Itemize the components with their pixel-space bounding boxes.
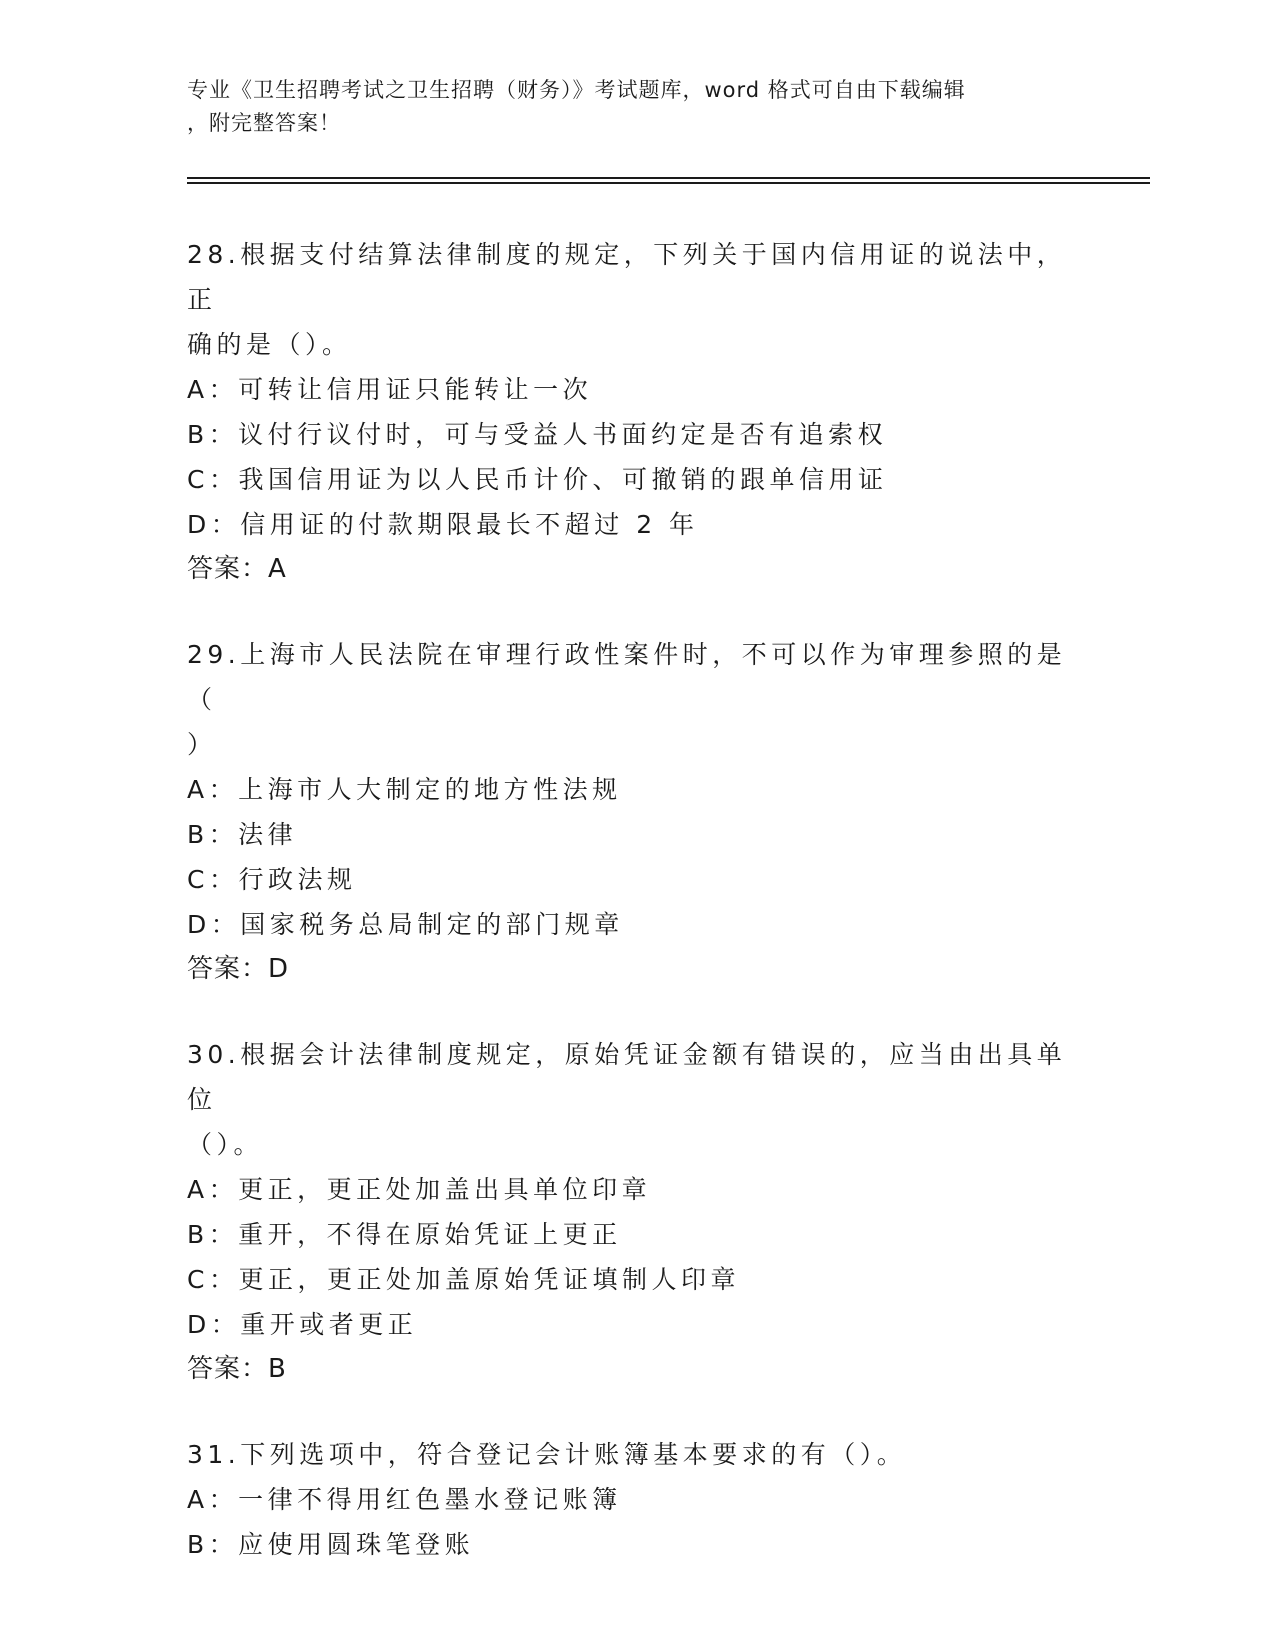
option-c: C：行政法规 — [187, 865, 357, 894]
option-a: A：更正，更正处加盖出具单位印章 — [187, 1175, 652, 1204]
question-text: 28.根据支付结算法律制度的规定，下列关于国内信用证的说法中，正 确的是（）。 — [187, 240, 1067, 359]
answer-label: 答案：D — [187, 954, 290, 984]
question-text: 30.根据会计法律制度规定，原始凭证金额有错误的，应当由出具单位 （）。 — [187, 1040, 1067, 1159]
document-header: 专业《卫生招聘考试之卫生招聘（财务）》考试题库，word 格式可自由下载编辑 ，附完整答案！ — [187, 78, 966, 135]
answer-label: 答案：A — [187, 554, 287, 584]
option-d: D：重开或者更正 — [187, 1310, 418, 1339]
option-c: C：我国信用证为以人民币计价、可撤销的跟单信用证 — [187, 465, 888, 494]
question-29 — [187, 632, 1087, 992]
option-d: D：国家税务总局制定的部门规章 — [187, 910, 624, 939]
option-a: A：上海市人大制定的地方性法规 — [187, 775, 622, 804]
question-text: 29.上海市人民法院在审理行政性案件时，不可以作为审理参照的是（ ） — [187, 640, 1067, 759]
question-text: 31.下列选项中，符合登记会计账簿基本要求的有（）。 — [187, 1440, 907, 1469]
option-a: A：可转让信用证只能转让一次 — [187, 375, 593, 404]
question-28 — [187, 232, 1087, 592]
option-d: D：信用证的付款期限最长不超过 2 年 — [187, 510, 699, 539]
question-30 — [187, 1032, 1087, 1392]
option-b: B：议付行议付时，可与受益人书面约定是否有追索权 — [187, 420, 888, 449]
option-a: A：一律不得用红色墨水登记账簿 — [187, 1485, 622, 1514]
option-b: B：法律 — [187, 820, 298, 849]
header-divider-bottom — [187, 182, 1150, 184]
option-c: C：更正，更正处加盖原始凭证填制人印章 — [187, 1265, 740, 1294]
answer-label: 答案：B — [187, 1354, 287, 1384]
header-divider-top — [187, 177, 1150, 179]
question-list — [187, 232, 1087, 1607]
question-31 — [187, 1432, 1087, 1567]
option-b: B：重开，不得在原始凭证上更正 — [187, 1220, 622, 1249]
option-b: B：应使用圆珠笔登账 — [187, 1530, 475, 1559]
